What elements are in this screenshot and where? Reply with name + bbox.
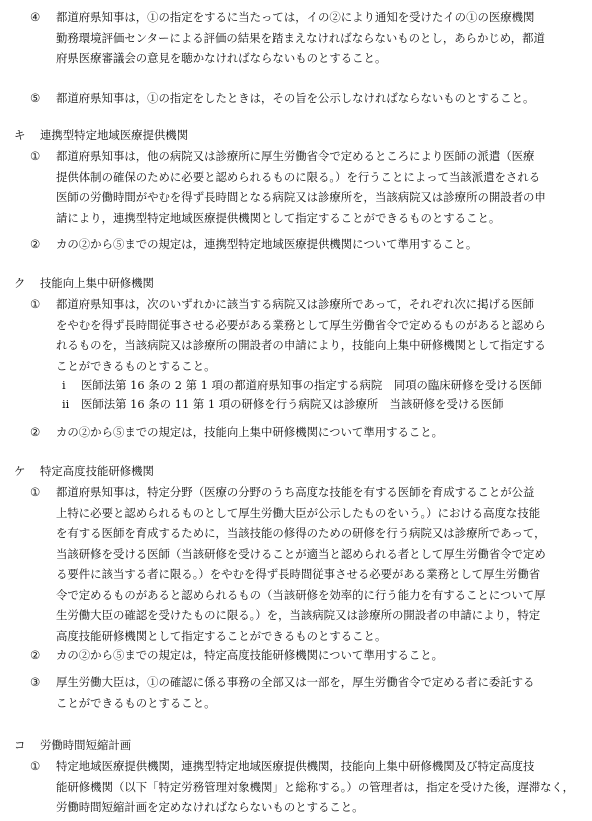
section-mark: ク [14,276,26,290]
section-title: 特定高度技能研修機関 [40,464,154,478]
subitem-text: 医師法第 16 条の 2 第 1 項の都道府県知事の指定する病院 同項の臨床研修を受ける医師 [81,378,542,392]
item-number: ③ [30,675,41,689]
item-number: ① [30,149,41,163]
item-text: 特定地域医療提供機関，連携型特定地域医療提供機関，技能向上集中研修機関及び特定高度技 能研修機関（以下「特定労務管理対象機関」と総称する。）の管理者は，指定を受けた後，遅滞なく， 労働時間短縮計画を定めなければならないものとすること。 [56,759,575,814]
item-number: ② [30,237,41,251]
item-text: 厚生労働大臣は，①の確認に係る事務の全部又は一部を，厚生労働省令で定める者に委託する ことができるものとすること。 [56,675,535,710]
subitem-number: i [62,378,66,392]
section-title: 技能向上集中研修機関 [40,276,154,290]
item-text: 都道府県知事は，①の指定をしたときは，その旨を公示しなければならないものとすること。 [56,91,535,105]
item-text: 都道府県知事は，①の指定をするに当たっては，イの②により通知を受けたイの①の医療機関 勤務環境評価センターによる評価の結果を踏まえなければならないものとし，あらかじめ，都道 府県医療審議会の意見を聴かなければならないものとすること。 [56,10,545,65]
section-mark: コ [14,738,26,752]
section-heading-ki [14,125,188,146]
item-number: ① [30,759,41,773]
section-title: 連携型特定地域医療提供機関 [40,128,189,142]
item-text: カの②から⑤までの規定は，連携型特定地域医療提供機関について準用すること。 [56,237,478,251]
section-heading-ke [14,461,154,482]
subitem-text: 医師法第 16 条の 11 第 1 項の研修を行う病院又は診療所 当該研修を受ける医師 [81,397,504,411]
section-heading-ku [14,273,154,294]
ku-subitem-i [62,375,542,396]
subitem-number: ii [62,397,70,411]
item-text: カの②から⑤までの規定は，技能向上集中研修機関について準用すること。 [56,425,444,439]
item-text: 都道府県知事は，他の病院又は診療所に厚生労働省令で定めるところにより医師の派遣（医療 提供体制の確保のために必要と認められるものに限る。）を行うことによって当該派遣をされる 医師の労働時間がやむを得ず長時間となる病院又は診療所を，当該病院又は診療所の開設者の申 請により，連携型特定地域医療提供機関として指定することができるものとすること。 [56,149,546,225]
item-number: ② [30,648,41,662]
item-text: カの②から⑤までの規定は，特定高度技能研修機関について準用すること。 [56,648,444,662]
item-text: 都道府県知事は，次のいずれかに該当する病院又は診療所であって，それぞれ次に掲げる医師 をやむを得ず長時間従事させる必要がある業務として厚生労働省令で定めるものがあると認めら れるものを，当該病院又は診療所の開設者の申請により，技能向上集中研修機関として指定する ことができるものとすること。 [56,297,546,373]
section-mark: ケ [14,464,26,478]
item-number: ① [30,485,41,499]
item-number: ① [30,297,41,311]
section-heading-ko [14,735,131,756]
ku-subitem-ii [62,394,503,415]
section-title: 労働時間短縮計画 [40,738,132,752]
item-number: ⑤ [30,91,41,105]
section-mark: キ [14,128,26,142]
item-text: 都道府県知事は，特定分野（医療の分野のうち高度な技能を有する医師を育成することが公益 上特に必要と認められるものとして厚生労働大臣が公示したものをいう。）における高度な技能 を有する医師を育成するために，当該技能の修得のための研修を行う病院又は診療所であって， 当該研修を受ける医師（当該研修を受けることが適当と認められる者として厚生労働省令で定め る要件に該当する者に限る。）をやむを得ず長時間従事させる必要がある業務として厚生労働省 令で定めるものがあると認められるもの（当該研修を効率的に行う能力を有することについて厚 生労働大臣の確認を受けたものに限る。）を，当該病院又は診療所の開設者の申請により，特定 高度技能研修機関として指定することができるものとすること。 [56,485,546,643]
item-number: ④ [30,10,41,24]
item-number: ② [30,425,41,439]
